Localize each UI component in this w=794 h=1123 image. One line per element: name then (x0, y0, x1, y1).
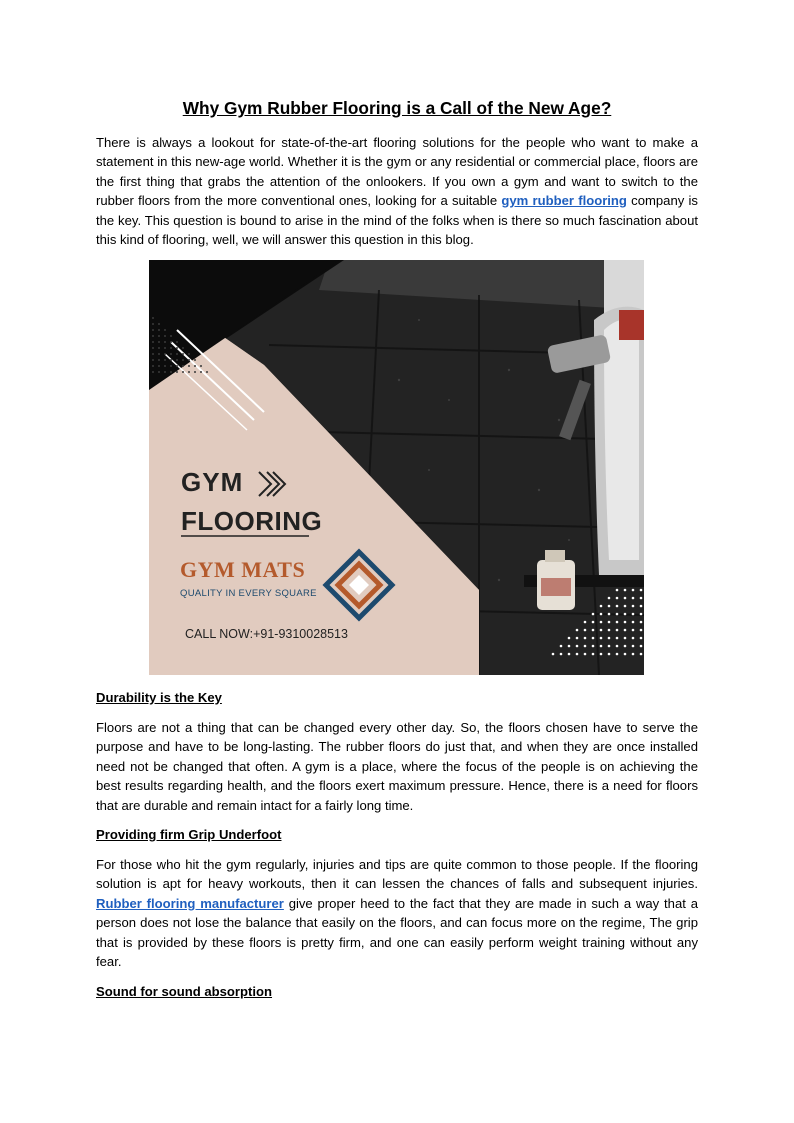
grip-text-1: For those who hit the gym regularly, injuries and tips are quite common to those people. If the flooring solution is apt for heavy workouts, then it can lessen the chances of falls and subsequent injuries. (96, 857, 698, 892)
section-heading-grip: Providing firm Grip Underfoot (96, 827, 282, 842)
brand-tagline: QUALITY IN EVERY SQUARE (180, 588, 317, 599)
banner-flooring-text: FLOORING (181, 506, 323, 536)
intro-text-2: company is the key. This question is bound to arise in the mind of the folks when is there so much fascination about this kind of flooring, well, we will answer this question in this blog. (96, 193, 698, 248)
section-heading-sound: Sound for sound absorption (96, 984, 273, 999)
durability-paragraph: Floors are not a thing that can be changed every other day. So, the floors chosen have to serve the purpose and have to be long-lasting. The rubber floors do just that, and when they are once installed need not be changed that often. A gym is a place, where the focus of the people is on achieving the best results regarding health, and the floors exert maximum pressure. Hence, there is a need for floors that are durable and remain intact for a fairly long time. (96, 720, 698, 813)
page-title: Why Gym Rubber Flooring is a Call of the New Age? (182, 98, 612, 118)
gym-flooring-banner (149, 260, 644, 675)
call-now-text: CALL NOW:+91-9310028513 (185, 627, 348, 641)
grip-paragraph (96, 855, 698, 971)
banner-gym-text: GYM (181, 467, 244, 497)
gym-rubber-flooring-link[interactable]: gym rubber flooring (501, 193, 627, 209)
intro-text-1: There is always a lookout for state-of-the-art flooring solutions for the people who want to make a statement in this new-age world. Whether it is the gym or any residential or commercial place, floors are the first thing that grabs the attention of the onlookers. If you own a gym and want to switch to the rubber floors from the more conventional ones, looking for a suitable (96, 135, 698, 209)
brand-logo-text: GYM MATS (180, 557, 306, 582)
section-heading-durability: Durability is the Key (96, 690, 222, 705)
intro-paragraph (96, 133, 698, 249)
rubber-flooring-manufacturer-link[interactable]: Rubber flooring manufacturer (96, 895, 284, 911)
grip-text-2: give proper heed to the fact that they are made in such a way that a person does not lose the balance that easily on the floors, and can focus more on the regime, The grip that is provided by these floors is pretty firm, and one can easily perform weight training without any fear. (96, 895, 698, 970)
